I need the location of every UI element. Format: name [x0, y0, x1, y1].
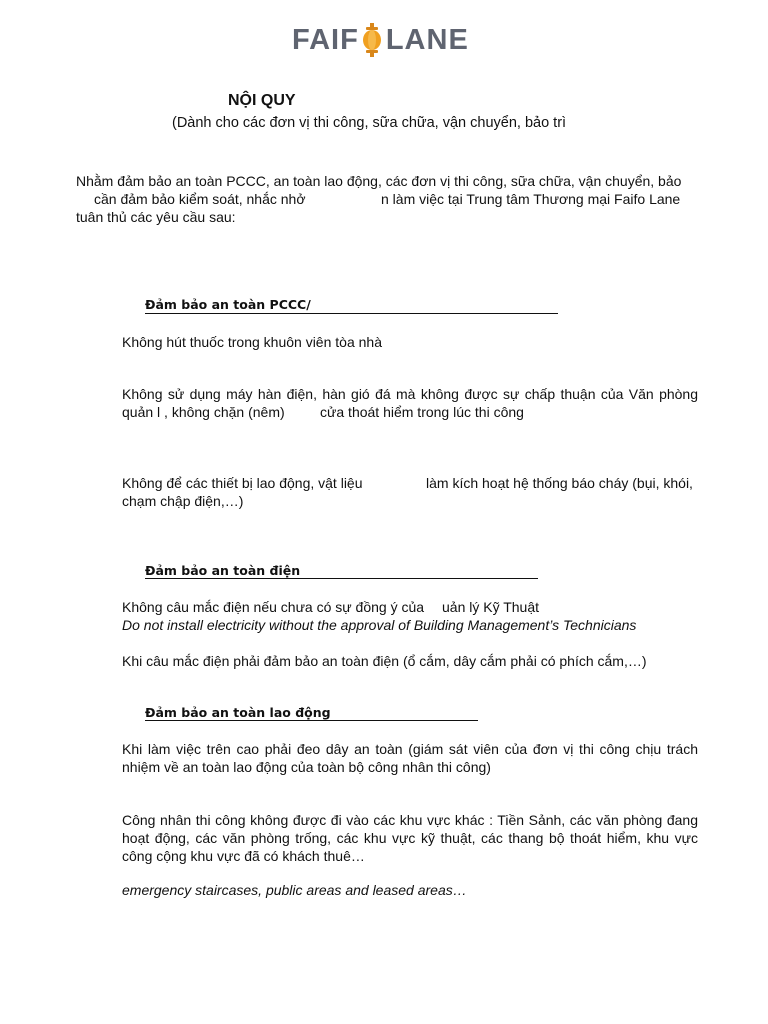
pccc-item-3-line-2: chạm chập điện,…) — [122, 493, 244, 509]
labor-item-2-line-1: Công nhân thi công không được đi vào các khu vực khác : Tiền Sảnh, các văn phòng đang — [122, 812, 698, 828]
document-subtitle: (Dành cho các đơn vị thi công, sữa chữa, vận chuyển, bảo trì — [172, 115, 567, 131]
pccc-item-2-line-1: Không sử dụng máy hàn điện, hàn gió đá mà không được sự chấp thuận của Văn phòng — [122, 386, 698, 402]
section-pccc-heading: Đảm bảo an toàn PCCC/ — [145, 297, 311, 312]
electric-item-1a: Không câu mắc điện nếu chưa có sự đồng ý của — [122, 599, 425, 615]
pccc-item-1: Không hút thuốc trong khuôn viên tòa nhà — [122, 334, 382, 350]
labor-item-1-line-2: nhiệm về an toàn lao động của toàn bộ công nhân thi công) — [122, 759, 491, 775]
pccc-item-2-line-2b: cửa thoát hiểm trong lúc thi công — [320, 404, 524, 420]
labor-item-2-line-2: hoạt động, các văn phòng trống, các khu vực kỹ thuật, các thang bộ thoát hiểm, khu vực — [122, 830, 698, 846]
section-electric-underline — [145, 578, 538, 579]
lantern-icon — [362, 23, 382, 57]
intro-line-3: tuân thủ các yêu cầu sau: — [76, 209, 236, 225]
pccc-item-3-line-1b: làm kích hoạt hệ thống báo cháy (bụi, khói, — [426, 475, 693, 491]
intro-line-1: Nhằm đảm bảo an toàn PCCC, an toàn lao động, các đơn vị thi công, sữa chữa, vận chuyển, bảo — [76, 173, 682, 189]
section-labor-heading: Đảm bảo an toàn lao động — [145, 705, 331, 720]
document-title: NỘI QUY — [228, 92, 296, 109]
section-electric-heading: Đảm bảo an toàn điện — [145, 563, 301, 578]
pccc-item-2-line-2a: quản l , không chặn (nêm) — [122, 404, 285, 420]
section-pccc-underline — [145, 313, 558, 314]
electric-item-1b: uản lý Kỹ Thuật — [442, 599, 540, 615]
logo-text-left: FAIF — [292, 23, 359, 56]
pccc-item-3-line-1a: Không để các thiết bị lao động, vật liệu — [122, 475, 363, 491]
section-labor-underline — [145, 720, 478, 721]
labor-item-2-line-3: công cộng khu vực đã có khách thuê… — [122, 848, 365, 864]
labor-item-2-english: emergency staircases, public areas and leased areas… — [122, 882, 467, 898]
electric-item-1-english: Do not install electricity without the approval of Building Management’s Technicians — [122, 617, 637, 633]
labor-item-1-line-1: Khi làm việc trên cao phải đeo dây an toàn (giám sát viên của đơn vị thi công chịu trách — [122, 741, 698, 757]
intro-line-2b: n làm việc tại Trung tâm Thương mại Faifo Lane — [381, 191, 681, 207]
logo-text-right: LANE — [385, 23, 469, 56]
faifo-lane-logo — [292, 22, 469, 58]
electric-item-2: Khi câu mắc điện phải đảm bảo an toàn điện (ổ cắm, dây cắm phải có phích cắm,…) — [122, 653, 647, 669]
intro-line-2a: cần đảm bảo kiểm soát, nhắc nhở — [94, 191, 306, 207]
